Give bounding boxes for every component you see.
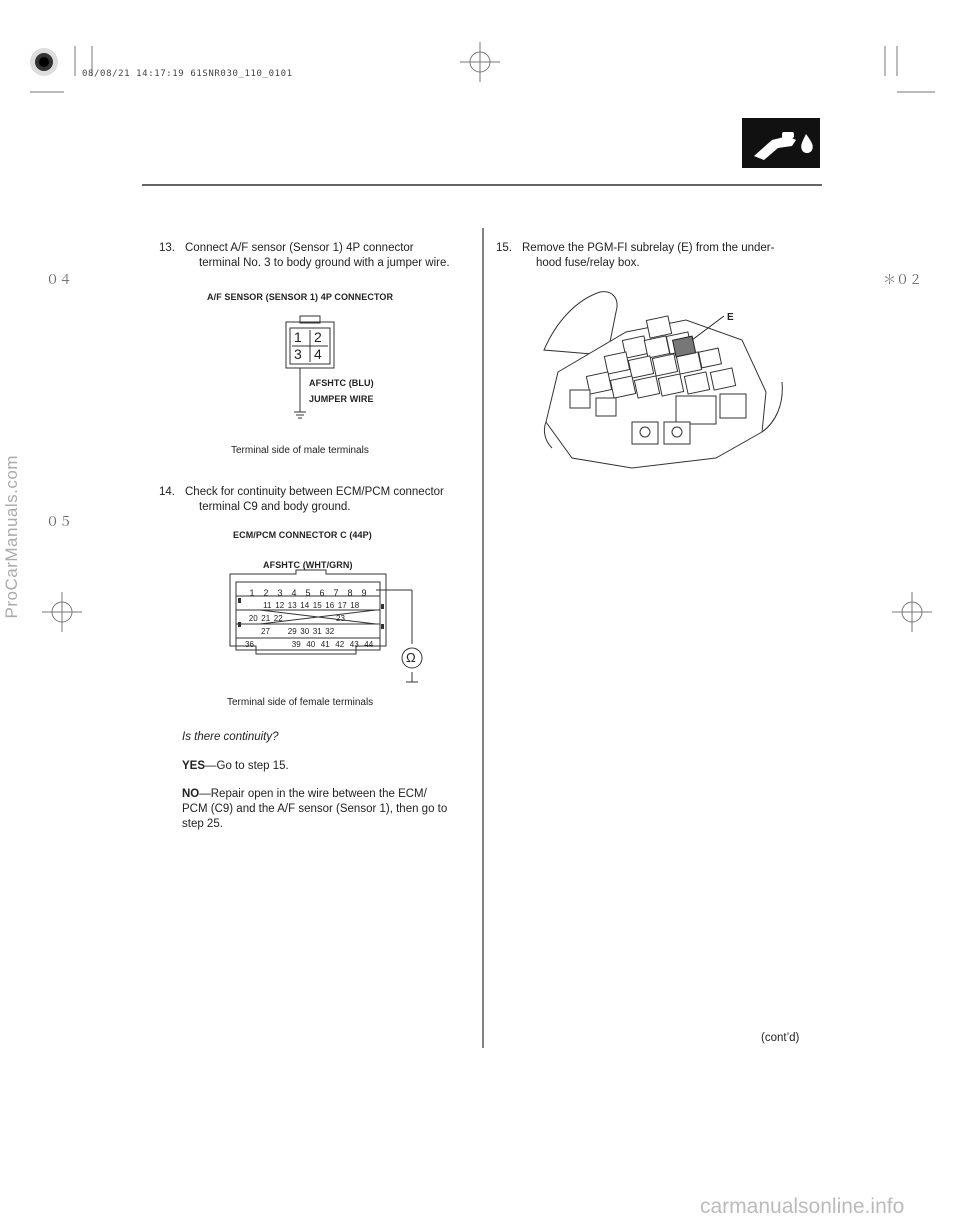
ecm-row-2: [261, 601, 361, 610]
ecm-pin: 5: [305, 588, 311, 598]
ecm-pin: 17: [337, 601, 347, 610]
callout-e: E: [727, 312, 734, 323]
ecm-pin: 4: [291, 588, 297, 598]
step-13-number: 13.: [159, 242, 175, 254]
ecm-pcm-connector-diagram: [226, 566, 426, 686]
step-15: [496, 241, 796, 271]
answer-no-line1: Repair open in the wire between the ECM/: [210, 788, 427, 800]
ecm-pin: 11: [263, 601, 272, 610]
margin-mark-left-bottom: ０５: [46, 515, 73, 530]
fig13-jumper-label: JUMPER WIRE: [309, 394, 374, 404]
ecm-pin: 15: [312, 601, 322, 610]
ecm-pin: 2: [263, 588, 269, 598]
continuity-question: Is there continuity?: [182, 731, 279, 743]
step-14: [159, 485, 459, 515]
step-14-line2: terminal C9 and body ground.: [199, 501, 351, 513]
fig14-title: ECM/PCM CONNECTOR C (44P): [233, 530, 372, 540]
ecm-pin: 9: [361, 588, 367, 598]
pin-3: 3: [294, 346, 302, 362]
ecm-pin: 30: [300, 627, 310, 636]
ecm-row-5a: 36: [245, 640, 254, 649]
ecm-pin: 40: [306, 640, 316, 649]
watermark-procarmanuals: ProCarManuals.com: [2, 455, 21, 619]
ecm-pin: 12: [275, 601, 285, 610]
margin-mark-right-top: ＊０２: [883, 273, 923, 288]
af-sensor-connector-diagram: [270, 312, 390, 422]
ecm-pin: 41: [320, 640, 330, 649]
fig13-caption: Terminal side of male terminals: [231, 445, 369, 456]
ohmmeter-symbol: Ω: [406, 650, 416, 665]
ecm-pin: 6: [319, 588, 325, 598]
pin-4: 4: [314, 346, 322, 362]
fig14-caption: Terminal side of female terminals: [227, 697, 374, 708]
ecm-pin: 21: [261, 614, 271, 623]
ecm-pin: 29: [287, 627, 297, 636]
margin-mark-left-top: ０４: [46, 273, 73, 288]
step-13-line1: Connect A/F sensor (Sensor 1) 4P connector: [185, 242, 414, 254]
answer-no-label: NO: [182, 788, 200, 800]
ecm-row-5b: [289, 640, 376, 649]
ecm-pin: 32: [325, 627, 335, 636]
ecm-pin: 42: [335, 640, 345, 649]
answer-yes: YES—Go to step 15.: [182, 760, 289, 772]
answer-no: NO—Repair open in the wire between the ECM/ PCM (C9) and the A/F sensor (Sensor 1), then go to step 25.: [182, 788, 448, 830]
ecm-row-3b: 23: [336, 614, 345, 623]
ecm-pin: 18: [350, 601, 360, 610]
starburst-mark: [30, 48, 58, 76]
ecm-pin: 3: [277, 588, 283, 598]
continued-label: (cont’d): [761, 1032, 800, 1044]
ecm-pin: 16: [325, 601, 335, 610]
step-15-line2: hood fuse/relay box.: [536, 257, 640, 269]
section-badge: [742, 118, 820, 168]
ecm-pin: 39: [291, 640, 301, 649]
ecm-pin: 31: [312, 627, 322, 636]
fig13-title: A/F SENSOR (SENSOR 1) 4P CONNECTOR: [207, 292, 394, 302]
ecm-pin: 7: [333, 588, 339, 598]
ecm-row-4b: [286, 627, 336, 636]
ecm-pin: 20: [248, 614, 258, 623]
ecm-row-1: [245, 588, 371, 598]
ecm-pin: 43: [349, 640, 359, 649]
step-13: [159, 241, 459, 271]
step-14-line1: Check for continuity between ECM/PCM connector: [185, 486, 444, 498]
pin-1: 1: [294, 329, 302, 345]
pgm-fi-subrelay: [673, 336, 696, 357]
ecm-pin: 8: [347, 588, 353, 598]
answer-yes-label: YES: [182, 760, 206, 772]
ecm-pin: 44: [364, 640, 374, 649]
print-timestamp: 08/08/21 14:17:19 61SNR030_110_0101: [82, 69, 293, 79]
pin-2: 2: [314, 329, 322, 345]
answer-no-line3: step 25.: [182, 818, 223, 830]
fig14-wire-label: AFSHTC (WHT/GRN): [263, 560, 353, 570]
step-13-line2: terminal No. 3 to body ground with a jumper wire.: [199, 257, 450, 269]
step-14-number: 14.: [159, 486, 175, 498]
fuse-relay-box-illustration: [536, 282, 786, 472]
fig13-wire-label: AFSHTC (BLU): [309, 378, 374, 388]
answer-yes-text: Go to step 15.: [216, 760, 289, 772]
ecm-pin: 14: [300, 601, 310, 610]
fuel-nozzle-icon: [742, 118, 820, 168]
ecm-pin: 1: [249, 588, 255, 598]
watermark-carmanualsonline: carmanualsonline.info: [700, 1195, 905, 1218]
ecm-pin: 13: [287, 601, 297, 610]
ecm-row-3a: [247, 614, 285, 623]
ecm-pin: 22: [273, 614, 283, 623]
step-15-line1: Remove the PGM-FI subrelay (E) from the under-: [522, 242, 775, 254]
step-15-number: 15.: [496, 242, 512, 254]
ecm-row-4a: 27: [261, 627, 270, 636]
answer-no-line2: PCM (C9) and the A/F sensor (Sensor 1), then go to: [182, 803, 448, 815]
